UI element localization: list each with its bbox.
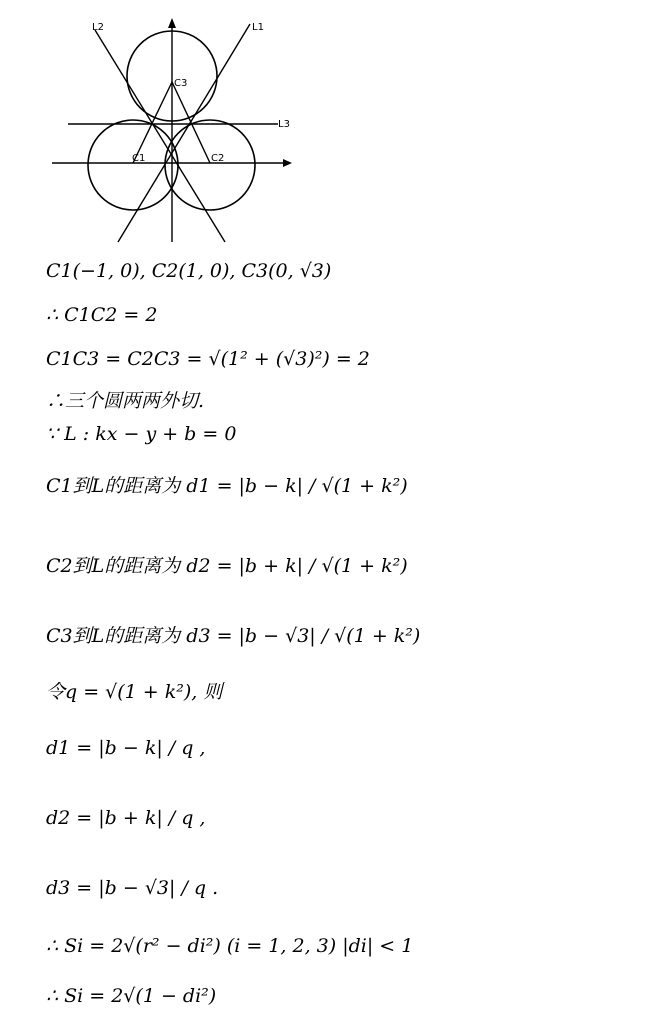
define-q: 令q = √(1 + k²), 则 xyxy=(46,680,223,703)
distance-d3: C3到L的距离为 d3 = |b − √3| / √(1 + k²) xyxy=(46,624,421,647)
line-l-equation: ∵ L : kx − y + b = 0 xyxy=(46,423,237,445)
chord-length-simplified: ∴ Si = 2√(1 − di²) xyxy=(46,985,217,1007)
distance-c1c3-c2c3: C1C3 = C2C3 = √(1² + (√3)²) = 2 xyxy=(46,348,370,370)
chord-length-formula: ∴ Si = 2√(r² − di²) (i = 1, 2, 3) |di| < 1 xyxy=(46,935,414,957)
geometry-figure xyxy=(40,10,310,250)
line-l1 xyxy=(118,24,250,242)
d3-in-q: d3 = |b − √3| / q . xyxy=(46,877,219,899)
d2-in-q: d2 = |b + k| / q , xyxy=(46,807,206,829)
y-axis-arrow xyxy=(168,18,176,28)
label-l3: L3 xyxy=(278,119,290,130)
centers-coordinates: C1(−1, 0), C2(1, 0), C3(0, √3) xyxy=(46,260,332,282)
line-l2 xyxy=(95,30,225,242)
distance-d2: C2到L的距离为 d2 = |b + k| / √(1 + k²) xyxy=(46,554,408,577)
distance-c1c2: ∴ C1C2 = 2 xyxy=(46,304,158,326)
d1-in-q: d1 = |b − k| / q , xyxy=(46,737,206,759)
x-axis-arrow xyxy=(283,159,292,167)
distance-d1: C1到L的距离为 d1 = |b − k| / √(1 + k²) xyxy=(46,474,408,497)
label-l1: L1 xyxy=(252,22,264,33)
label-c2: C2 xyxy=(211,153,225,164)
label-c1: C1 xyxy=(132,153,146,164)
label-c3: C3 xyxy=(174,78,188,89)
label-l2: L2 xyxy=(92,22,104,33)
circles-tangent-conclusion: ∴三个圆两两外切. xyxy=(46,389,205,412)
